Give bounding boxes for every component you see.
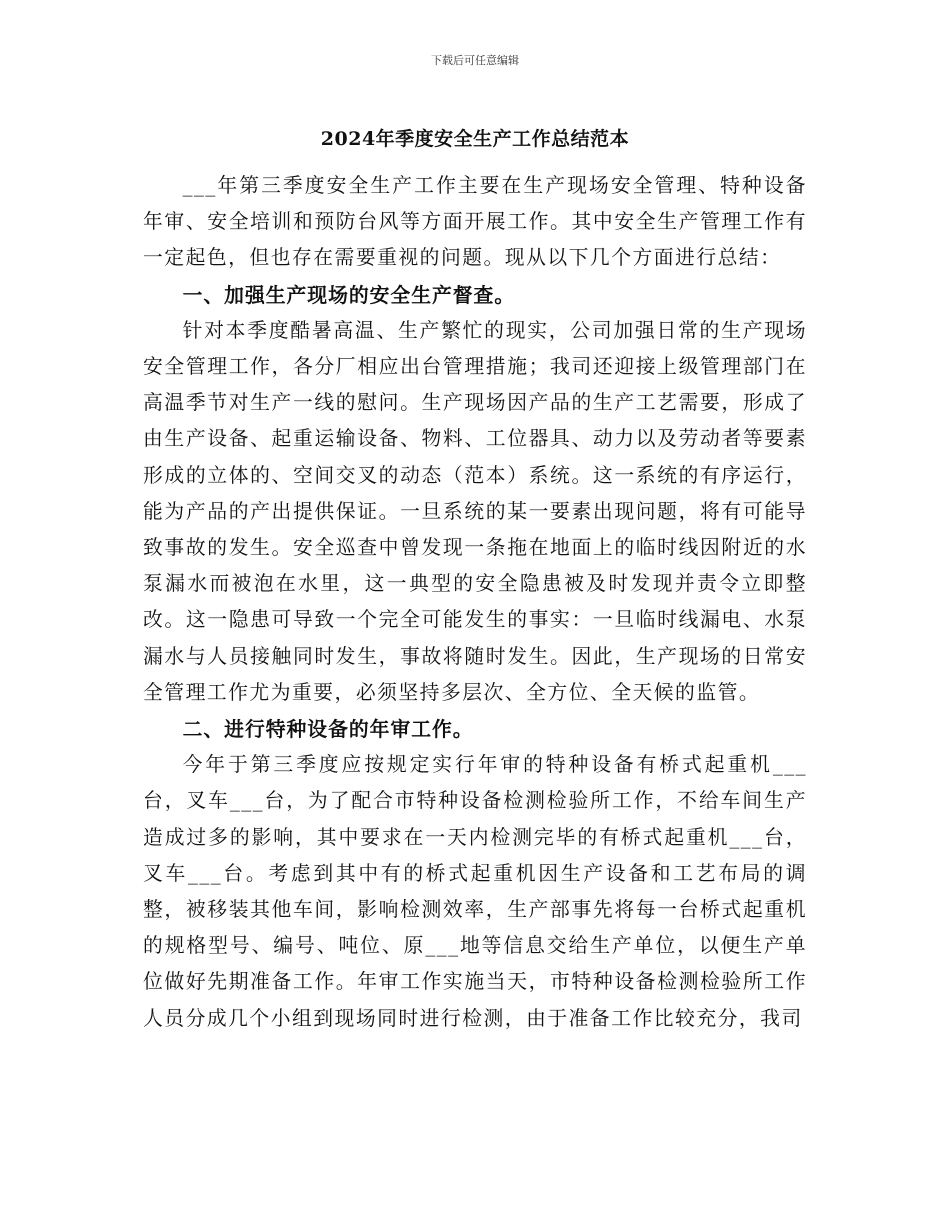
section-2-paragraph: 今年于第三季度应按规定实行年审的特种设备有桥式起重机___台，叉车___台，为了配合市特种设备检测检验所工作，不给车间生产造成过多的影响，其中要求在一天内检测完毕的有桥式起重机___台，叉车___台。考虑到其中有的桥式起重机因生产设备和工艺布局的调整，被移装其他车间，影响检测效率，生产部事先将每一台桥式起重机的规格型号、编号、吨位、原___地等信息交给生产单位，以便生产单位做好先期准备工作。年审工作实施当天，市特种设备检测检验所工作人员分成几个小组到现场同时进行检测，由于准备工作比较充分，我司 (143, 753, 807, 1030)
intro-paragraph: ___年第三季度安全生产工作主要在生产现场安全管理、特种设备年审、安全培训和预防台风等方面开展工作。其中安全生产管理工作有一定起色，但也存在需要重视的问题。现从以下几个方面进行总结： (143, 174, 807, 270)
document-body (143, 168, 807, 1037)
section-1-heading: 一、加强生产现场的安全生产督查。 (182, 282, 516, 307)
section-1-paragraph: 针对本季度酷暑高温、生产繁忙的现实，公司加强日常的生产现场安全管理工作，各分厂相应出台管理措施；我司还迎接上级管理部门在高温季节对生产一线的慰问。生产现场因产品的生产工艺需要，形成了由生产设备、起重运输设备、物料、工位器具、动力以及劳动者等要素形成的立体的、空间交叉的动态（范本）系统。这一系统的有序运行，能为产品的产出提供保证。一旦系统的某一要素出现问题，将有可能导致事故的发生。安全巡查中曾发现一条拖在地面上的临时线因附近的水泵漏水而被泡在水里，这一典型的安全隐患被及时发现并责令立即整改。这一隐患可导致一个完全可能发生的事实：一旦临时线漏电、水泵漏水与人员接触同时发生，事故将随时发生。因此，生产现场的日常安全管理工作尤为重要，必须坚持多层次、全方位、全天候的监管。 (143, 318, 807, 704)
section-2-heading: 二、进行特种设备的年审工作。 (182, 717, 474, 742)
page-header-note: 下载后可任意编辑 (431, 54, 519, 67)
document-title: 2024年季度安全生产工作总结范本 (320, 128, 630, 150)
